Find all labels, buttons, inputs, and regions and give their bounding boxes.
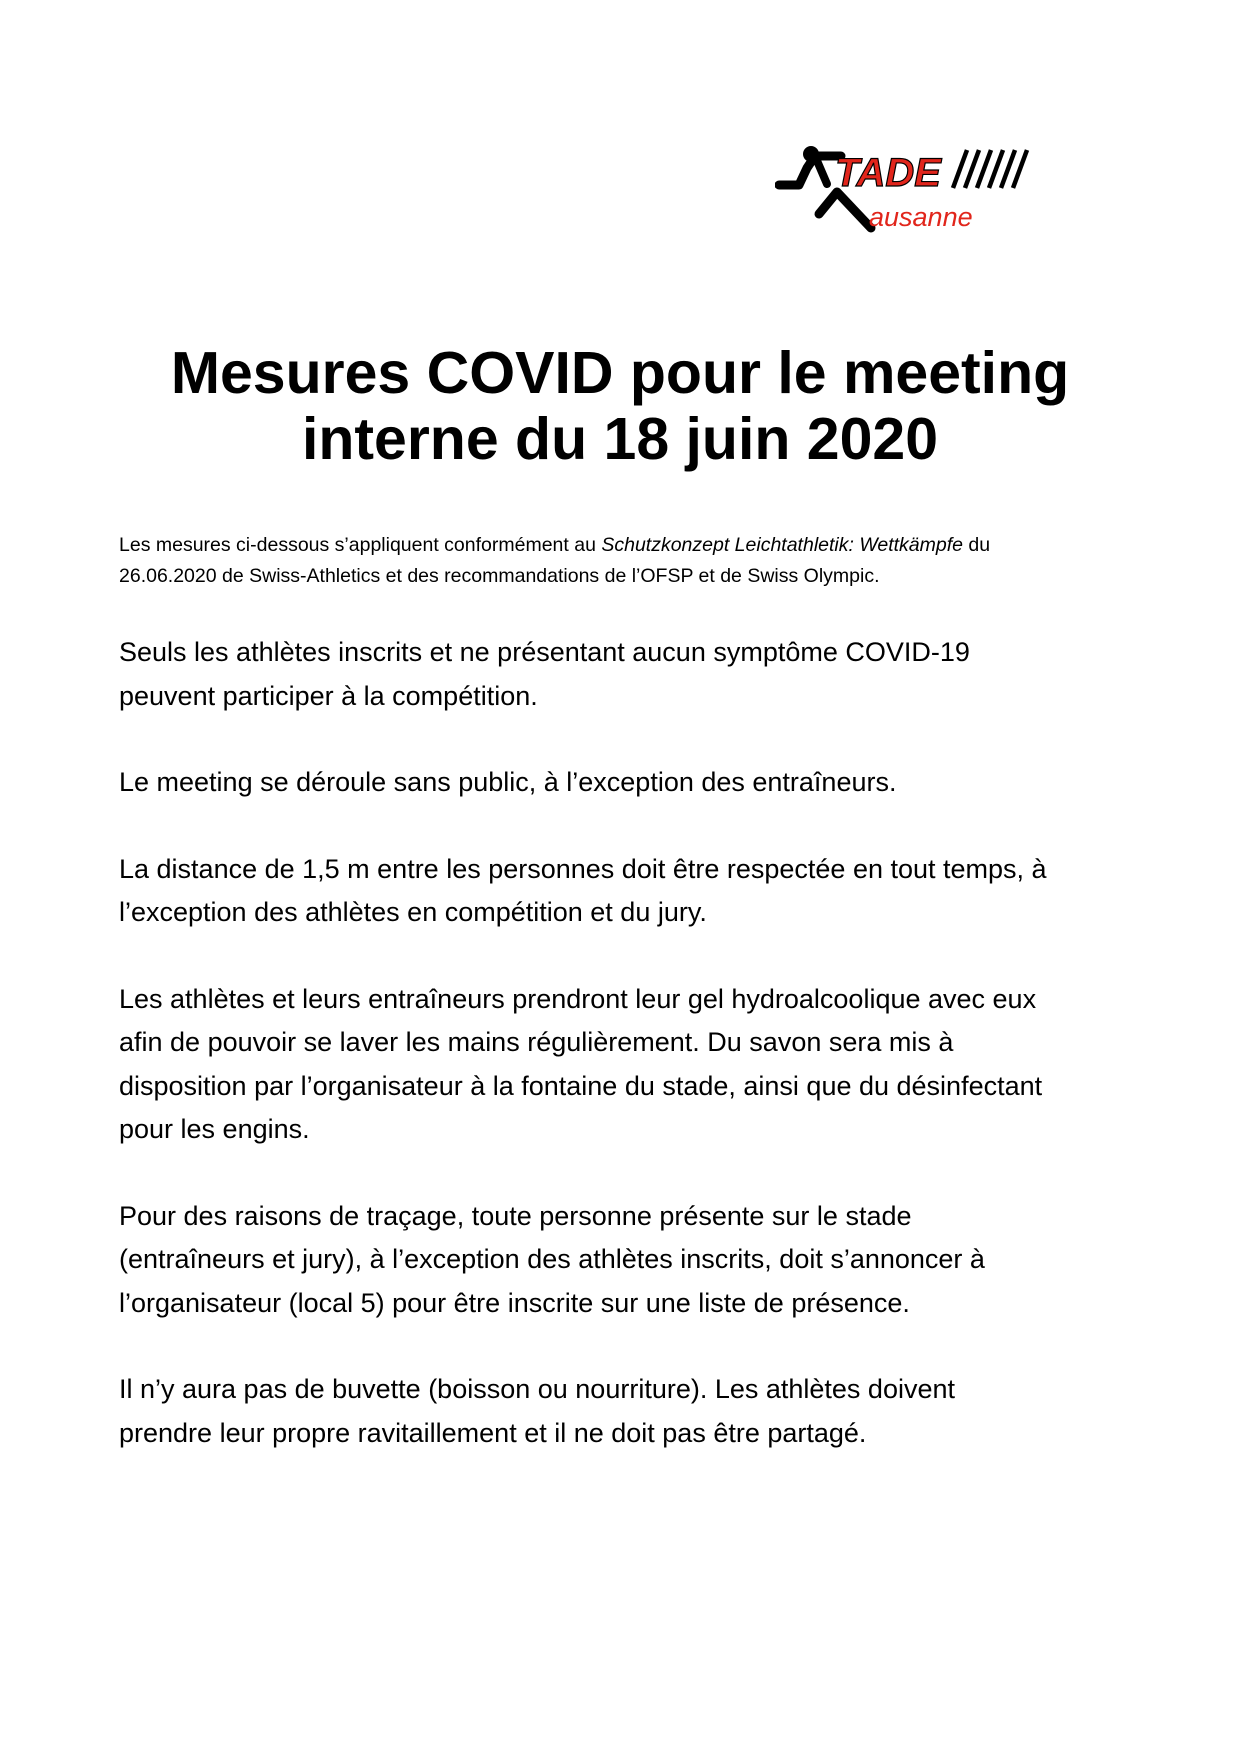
- paragraph-line: l’exception des athlètes en compétition et du jury.: [119, 897, 707, 927]
- paragraph-line: peuvent participer à la compétition.: [119, 680, 538, 711]
- intro-suffix: du: [963, 534, 991, 556]
- page-title: [100, 340, 1140, 472]
- measure-paragraph: [119, 631, 1129, 718]
- paragraph-line: l’organisateur (local 5) pour être inscrite sur une liste de présence.: [119, 1287, 910, 1318]
- measure-paragraph: [119, 761, 1129, 805]
- runner-body-icon: [779, 156, 841, 185]
- paragraph-line: La distance de 1,5 m entre les personnes doit être respectée en tout temps, à: [119, 853, 1047, 884]
- paragraph-line: Il n’y aura pas de buvette (boisson ou nourriture). Les athlètes doivent: [119, 1374, 955, 1404]
- intro-document-reference: Schutzkonzept Leichtathletik: Wettkämpfe: [601, 534, 964, 556]
- intro-paragraph: [119, 530, 1079, 592]
- measure-paragraph: [119, 1368, 1129, 1455]
- paragraph-line: disposition par l’organisateur à la fontaine du stade, ainsi que du désinfectant: [119, 1070, 1043, 1101]
- paragraph-line: Pour des raisons de traçage, toute personne présente sur le stade: [119, 1200, 912, 1231]
- stade-lausanne-logo-graphic: [775, 140, 1075, 270]
- measure-paragraph: [119, 978, 1129, 1152]
- paragraph-line: afin de pouvoir se laver les mains régulièrement. Du savon sera mis à: [119, 1027, 954, 1057]
- speed-stripes-icon: [953, 150, 1027, 188]
- runner-arm-icon: [819, 192, 871, 228]
- paragraph-line: Seuls les athlètes inscrits et ne présentant aucun symptôme COVID-19: [119, 637, 970, 667]
- logo-word: TADE: [835, 151, 941, 195]
- intro-prefix: Les mesures ci-dessous s’appliquent conformément au: [119, 534, 602, 556]
- paragraph-line: Les athlètes et leurs entraîneurs prendront leur gel hydroalcoolique avec eux: [119, 983, 1037, 1014]
- page-title-line: Mesures COVID pour le meeting: [170, 340, 1070, 406]
- logo-city: ausanne: [869, 202, 973, 232]
- measure-paragraph: [119, 1195, 1129, 1326]
- paragraph-line: pour les engins.: [119, 1114, 310, 1144]
- paragraph-line: prendre leur propre ravitaillement et il ne doit pas être partagé.: [119, 1417, 867, 1448]
- stade-lausanne-logo: [775, 140, 1075, 270]
- measures-list: [119, 631, 1129, 1498]
- intro-line-2: 26.06.2020 de Swiss-Athletics et des recommandations de l’OFSP et de Swiss Olympic.: [119, 565, 880, 587]
- page-title-line: interne du 18 juin 2020: [301, 406, 939, 472]
- paragraph-line: Le meeting se déroule sans public, à l’exception des entraîneurs.: [119, 767, 897, 797]
- paragraph-line: (entraîneurs et jury), à l’exception des athlètes inscrits, doit s’annoncer à: [119, 1244, 985, 1274]
- measure-paragraph: [119, 848, 1129, 935]
